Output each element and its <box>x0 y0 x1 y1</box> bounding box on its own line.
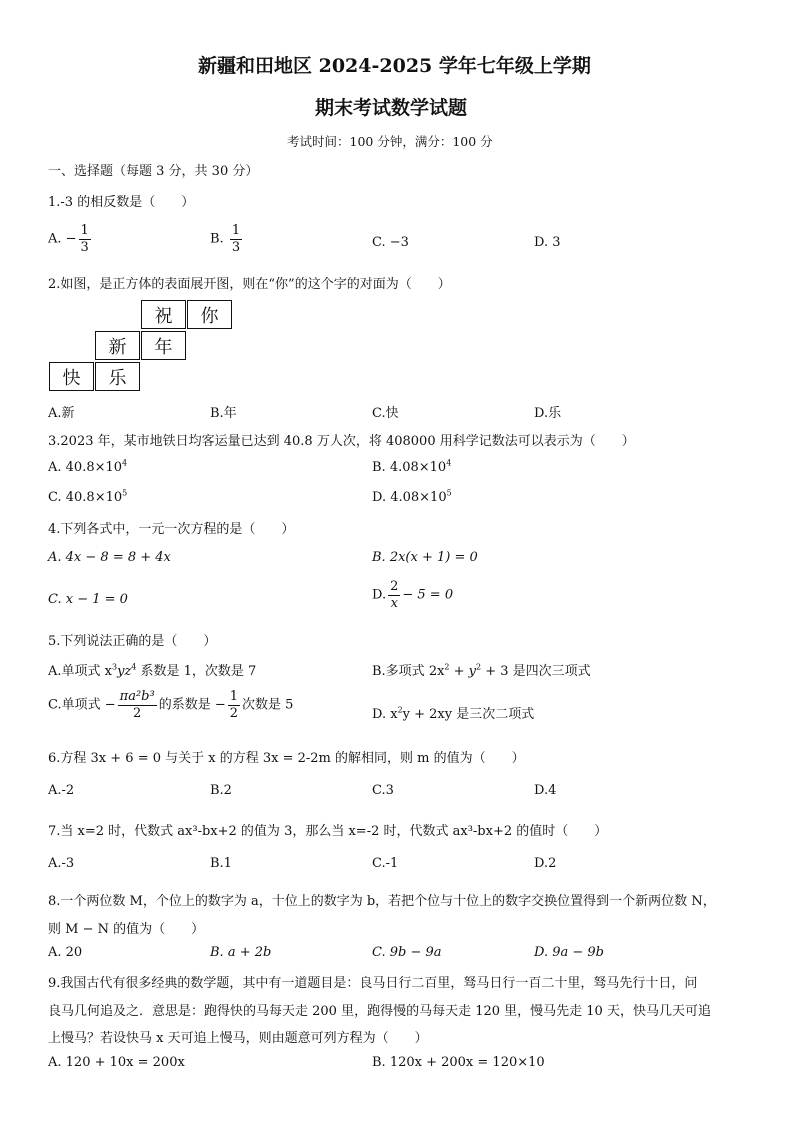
q4-option-a: A. 4x − 8 = 8 + 4x <box>48 550 171 565</box>
q5-stem: 5.下列说法正确的是（ ） <box>48 634 217 649</box>
q9-option-a: A. 120 + 10x = 200x <box>48 1055 185 1070</box>
q8-option-d: D. 9a − 9b <box>534 945 604 960</box>
q8-option-a: A. 20 <box>48 945 83 960</box>
section-heading: 一、选择题（每题 3 分，共 30 分） <box>48 164 259 179</box>
q3-option-b: B. $4.08\times 10^4$ <box>372 458 452 475</box>
cube-face: 祝 <box>141 300 186 329</box>
cube-net-figure <box>48 300 238 395</box>
q4-stem: 4.下列各式中，一元一次方程的是（ ） <box>48 522 295 537</box>
q1-option-a: A. − $\frac{1}{3}$ <box>48 223 89 255</box>
q8-option-c: C. 9b − 9a <box>372 945 442 960</box>
q1-option-c: C. −3 <box>372 235 409 250</box>
q2-option-c: C.快 <box>372 406 399 421</box>
q8-option-b: B. a + 2b <box>210 945 272 960</box>
cube-face: 快 <box>49 362 94 391</box>
q4-option-d: D. $\frac{2}{x}$ − 5 = 0 <box>372 579 454 611</box>
q2-option-a: A.新 <box>48 406 75 421</box>
q7-option-b: B.1 <box>210 856 232 871</box>
q5-option-a: A.单项式 $x^3yz^4$ 系数是 1，次数是 7 <box>48 662 257 679</box>
q2-stem: 2.如图，是正方体的表面展开图，则在“你”的这个字的对面为（ ） <box>48 277 451 292</box>
q2-option-d: D.乐 <box>534 406 562 421</box>
cube-face: 年 <box>141 331 186 360</box>
q9-stem-line-1: 9.我国古代有很多经典的数学题，其中有一道题目是：良马日行二百里，驽马日行一百二十里，驽马先行十日，问 <box>48 976 698 991</box>
q5-option-d: D. $x^2y + 2xy$ 是三次二项式 <box>372 705 535 722</box>
q5-option-c: C.单项式 − $\frac{\text{πa²b³}}{2}$ 的系数是 − $\frac{1}{2}$ 次数是 5 <box>48 689 294 721</box>
cube-face: 新 <box>95 331 140 360</box>
q7-option-d: D.2 <box>534 856 557 871</box>
q9-option-b: B. 120x + 200x = 120×10 <box>372 1055 545 1070</box>
q1-option-d: D. 3 <box>534 235 561 250</box>
q7-stem: 7.当 x=2 时，代数式 ax³-bx+2 的值为 3，那么当 x=-2 时，代数式 ax³-bx+2 的值时（ ） <box>48 824 608 839</box>
q4-option-b: B. 2x(x + 1) = 0 <box>372 550 478 565</box>
q7-option-c: C.-1 <box>372 856 399 871</box>
cube-face: 你 <box>187 300 232 329</box>
q7-option-a: A.-3 <box>48 856 75 871</box>
q3-stem: 3.2023 年，某市地铁日均客运量已达到 40.8 万人次，将 408000 用科学记数法可以表示为（ ） <box>48 434 635 449</box>
q8-stem-line-1: 8.一个两位数 M，个位上的数字为 a，十位上的数字为 b，若把个位与十位上的数字交换位置得到一个新两位数 N， <box>48 894 716 909</box>
q6-option-a: A.-2 <box>48 783 75 798</box>
q3-option-a: A. $40.8\times 10^4$ <box>48 458 128 475</box>
q9-stem-line-2: 良马几何追及之．意思是：跑得快的马每天走 200 里，跑得慢的马每天走 120 里，慢马先走 10 天，快马几天可追 <box>48 1004 711 1019</box>
q6-option-c: C.3 <box>372 783 394 798</box>
q3-option-d: D. $4.08\times 10^5$ <box>372 488 452 505</box>
q2-option-b: B.年 <box>210 406 237 421</box>
q5-option-b: B.多项式 $2x^2 + y^2 + 3$ 是四次三项式 <box>372 662 591 679</box>
exam-info: 考试时间：100 分钟，满分：100 分 <box>287 134 493 149</box>
q9-stem-line-3: 上慢马？若设快马 x 天可追上慢马，则由题意可列方程为（ ） <box>48 1031 428 1046</box>
title-line-2: 期末考试数学试题 <box>315 97 468 119</box>
q1-option-b: B. $\frac{1}{3}$ <box>210 223 241 255</box>
q6-stem: 6.方程 3x + 6 = 0 与关于 x 的方程 3x = 2-2m 的解相同，则 m 的值为（ ） <box>48 751 525 766</box>
q4-option-c: C. x − 1 = 0 <box>48 592 128 607</box>
title-line-1: 新疆和田地区 2024-2025 学年七年级上学期 <box>198 55 591 77</box>
q1-stem: 1.-3 的相反数是（ ） <box>48 195 195 210</box>
q6-option-d: D.4 <box>534 783 557 798</box>
q6-option-b: B.2 <box>210 783 232 798</box>
q3-option-c: C. $40.8\times 10^5$ <box>48 488 128 505</box>
cube-face: 乐 <box>95 362 140 391</box>
q8-stem-line-2: 则 M − N 的值为（ ） <box>48 922 205 937</box>
